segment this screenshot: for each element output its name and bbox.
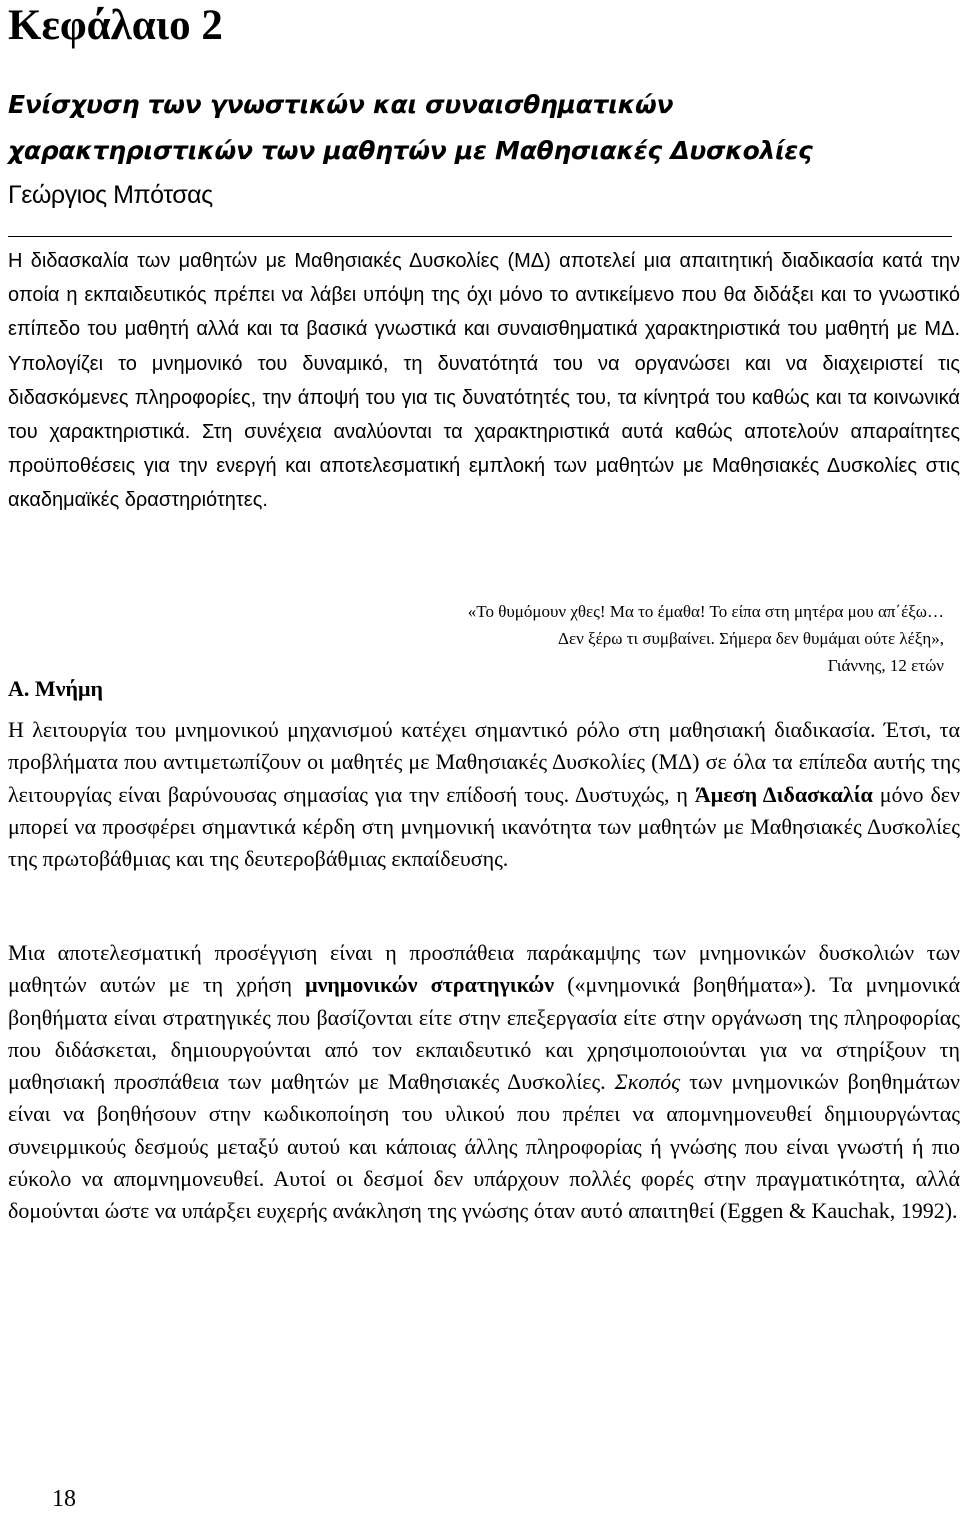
section-title-line-2: χαρακτηριστικών των μαθητών με Μαθησιακές Δυσκολίες <box>8 136 813 165</box>
section-title <box>8 82 948 174</box>
paragraph-1-text-b: μόνο δεν μπορεί να προσφέρει σημαντικά κέρδη στη μνημονική ικανότητα των μαθητών με Μαθησιακές Δυσκολίες της πρωτοβάθμιας και της δευτεροβάθμιας εκπαίδευσης. <box>8 781 960 872</box>
quote-attribution: Γιάννης, 12 ετών <box>827 656 944 675</box>
quote-line-1: «Το θυμόμουν χθες! Μα το έμαθα! Το είπα στη μητέρα μου απ΄έξω… <box>467 602 944 621</box>
chapter-title: Κεφάλαιο 2 <box>8 2 223 49</box>
paragraph-2-italic-term: Σκοπός <box>614 1069 681 1095</box>
paragraph-1-text-a: Η λειτουργία του μνημονικού μηχανισμού κατέχει σημαντικό ρόλο στη μαθησιακή διαδικασία. Έτσι, τα προβλήματα που αντιμετωπίζουν οι μαθητές με Μαθησιακές Δυσκολίες (ΜΔ) σε όλα τα επίπεδα αυτής της λειτουργίας είναι βαρύνουσας σημασίας για την επίδοσή τους. Δυστυχώς, η <box>8 717 960 807</box>
body-paragraph-2 <box>8 937 960 1228</box>
page-number: 18 <box>52 1486 76 1512</box>
paragraph-2-text-a: Μια αποτελεσματική προσέγγιση είναι η προσπάθεια παράκαμψης των μνημονικών δυσκολιών των μαθητών αυτών με τη χρήση <box>8 940 960 998</box>
paragraph-2-bold-term: μνημονικών στρατηγικών <box>305 972 555 998</box>
title-divider <box>8 236 952 237</box>
quote-line-2: Δεν ξέρω τι συμβαίνει. Σήμερα δεν θυμάμαι ούτε λέξη», <box>558 629 944 648</box>
author-name: Γεώργιος Μπότσας <box>8 181 213 209</box>
intro-paragraph: Η διδασκαλία των μαθητών με Μαθησιακές Δυσκολίες (ΜΔ) αποτελεί μια απαιτητική διαδικασία κατά την οποία η εκπαιδευτικός πρέπει να λάβει υπόψη της όχι μόνο το αντικείμενο που θα διδάξει και το γνωστικό επίπεδο του μαθητή αλλά και τα βασικά γνωστικά και συναισθηματικά χαρακτηριστικά του μαθητή με ΜΔ. Υπολογίζει το μνημονικό του δυναμικό, τη δυνατότητά του να οργανώσει και να διαχειριστεί τις διδασκόμενες πληροφορίες, την άποψή του για τις δυνατότητές του, τα κίνητρά του καθώς και τα κοινωνικά του χαρακτηριστικά. Στη συνέχεια αναλύονται τα χαρακτηριστικά αυτά καθώς αποτελούν απαραίτητες προϋποθέσεις για την ενεργή και αποτελεσματική εμπλοκή των μαθητών με Μαθησιακές Δυσκολίες στις ακαδημαϊκές δραστηριότητες. <box>8 250 960 512</box>
section-title-line-1: Ενίσχυση των γνωστικών και συναισθηματικών <box>8 90 674 119</box>
paragraph-1-bold-term: Άμεση Διδασκαλία <box>694 781 873 807</box>
paragraph-2-text-c: των μνημονικών βοηθημάτων είναι να βοηθήσουν στην κωδικοποίηση του υλικού που πρέπει να απομνημονευθεί δημιουργώντας συνειρμικούς δεσμούς μεταξύ αυτού και κάποιας άλλης πληροφορίας ή γνώσης που είναι γνωστή ή πιο εύκολο να απομνημονευθεί. Αυτοί οι δεσμοί δεν υπάρχουν πολλές φορές στην πραγματικότητα, αλλά δομούνται ώστε να υπάρξει ευχερής ανάκληση της γνώσης όταν αυτό απαιτηθεί (Eggen & Kauchak, 1992). <box>8 1069 960 1224</box>
paragraph-2-text-b: («μνημονικά βοηθήματα»). Τα μνημονικά βοηθήματα είναι στρατηγικές που βασίζονται είτε στην επεξεργασία είτε στην οργάνωση της πληροφορίας που διδάσκεται, δημιουργούνται από τον εκπαιδευτικό και χρησιμοποιούνται για να στηρίξουν τη μαθησιακή προσπάθεια των μαθητών με Μαθησιακές Δυσκολίες. <box>8 972 960 1095</box>
body-paragraph-1 <box>8 714 960 875</box>
epigraph-quote <box>264 598 944 679</box>
subsection-heading: Α. Μνήμη <box>8 676 103 701</box>
